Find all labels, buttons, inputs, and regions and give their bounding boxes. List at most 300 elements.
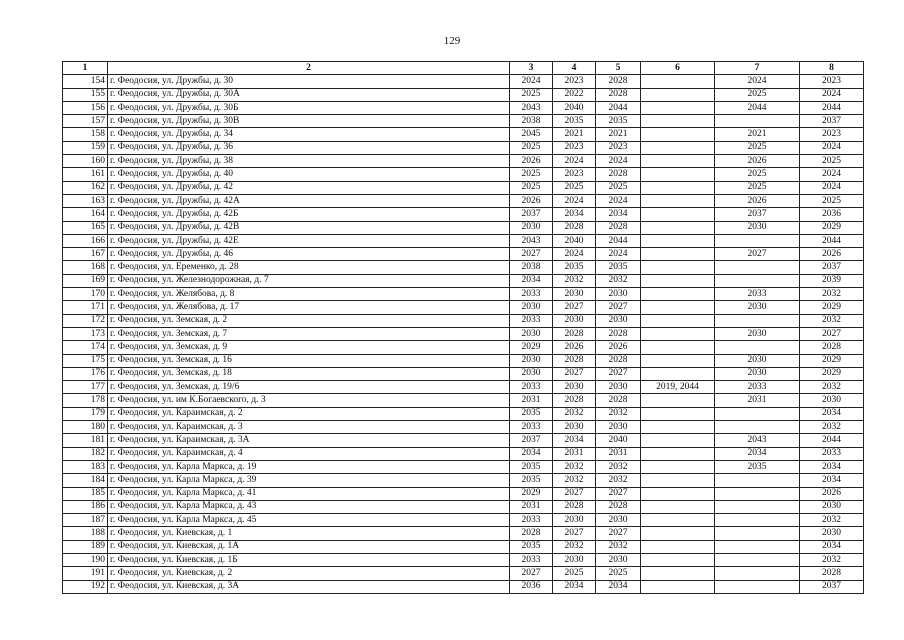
year-cell: 2028 [596, 221, 641, 234]
year-cell: 2026 [715, 194, 800, 207]
year-cell: 2030 [715, 221, 800, 234]
year-cell [641, 221, 715, 234]
year-cell [641, 540, 715, 553]
year-cell [715, 514, 800, 527]
year-cell: 2030 [510, 327, 553, 340]
year-cell [641, 367, 715, 380]
year-cell [641, 248, 715, 261]
year-cell: 2029 [800, 354, 864, 367]
year-cell: 2025 [510, 141, 553, 154]
address-cell: г. Феодосия, ул. Карла Маркса, д. 43 [108, 500, 510, 513]
year-cell: 2032 [553, 274, 596, 287]
address-cell: г. Феодосия, ул. Земская, д. 9 [108, 341, 510, 354]
row-number-cell: 163 [63, 194, 108, 207]
table-row [63, 168, 864, 181]
address-cell: г. Феодосия, ул. Дружбы, д. 34 [108, 128, 510, 141]
row-number-cell: 178 [63, 394, 108, 407]
year-cell [641, 407, 715, 420]
table-row [63, 394, 864, 407]
year-cell: 2026 [596, 341, 641, 354]
year-cell: 2030 [553, 288, 596, 301]
year-cell: 2034 [553, 208, 596, 221]
table-row [63, 194, 864, 207]
year-cell [641, 327, 715, 340]
table-row [63, 447, 864, 460]
row-number-cell: 180 [63, 421, 108, 434]
column-header: 4 [553, 62, 596, 75]
table-row [63, 381, 864, 394]
address-cell: г. Феодосия, ул. Дружбы, д. 38 [108, 155, 510, 168]
year-cell: 2032 [800, 381, 864, 394]
year-cell: 2021 [553, 128, 596, 141]
address-cell: г. Феодосия, ул. Железнодорожная, д. 7 [108, 274, 510, 287]
year-cell: 2029 [800, 367, 864, 380]
address-cell: г. Феодосия, ул. Земская, д. 7 [108, 327, 510, 340]
year-cell: 2024 [715, 75, 800, 88]
year-cell: 2024 [553, 194, 596, 207]
year-cell: 2030 [715, 301, 800, 314]
year-cell: 2035 [553, 115, 596, 128]
year-cell: 2043 [510, 101, 553, 114]
row-number-cell: 168 [63, 261, 108, 274]
year-cell: 2030 [553, 421, 596, 434]
year-cell: 2030 [596, 288, 641, 301]
year-cell: 2035 [510, 407, 553, 420]
table-row [63, 181, 864, 194]
year-cell: 2038 [510, 261, 553, 274]
year-cell: 2027 [596, 367, 641, 380]
year-cell: 2028 [800, 567, 864, 580]
year-cell: 2029 [510, 487, 553, 500]
column-header: 1 [63, 62, 108, 75]
row-number-cell: 161 [63, 168, 108, 181]
address-cell: г. Феодосия, ул. Дружбы, д. 42Е [108, 234, 510, 247]
year-cell: 2030 [715, 367, 800, 380]
year-cell: 2028 [553, 221, 596, 234]
year-cell: 2030 [596, 381, 641, 394]
address-cell: г. Феодосия, ул. Дружбы, д. 42А [108, 194, 510, 207]
year-cell [641, 181, 715, 194]
year-cell: 2026 [510, 155, 553, 168]
year-cell: 2032 [800, 553, 864, 566]
year-cell: 2030 [800, 500, 864, 513]
year-cell: 2028 [800, 341, 864, 354]
year-cell [715, 580, 800, 593]
address-cell: г. Феодосия, ул. Дружбы, д. 30А [108, 88, 510, 101]
column-header: 3 [510, 62, 553, 75]
year-cell: 2025 [715, 168, 800, 181]
year-cell: 2032 [596, 407, 641, 420]
year-cell: 2025 [596, 181, 641, 194]
address-cell: г. Феодосия, ул. Дружбы, д. 30В [108, 115, 510, 128]
table-row [63, 75, 864, 88]
address-cell: г. Феодосия, ул. Киевская, д. 2 [108, 567, 510, 580]
year-cell: 2025 [800, 194, 864, 207]
table-row [63, 128, 864, 141]
year-cell: 2028 [553, 394, 596, 407]
table-row [63, 115, 864, 128]
year-cell: 2030 [800, 527, 864, 540]
address-cell: г. Феодосия, ул. Дружбы, д. 42 [108, 181, 510, 194]
year-cell: 2027 [553, 527, 596, 540]
year-cell: 2035 [553, 261, 596, 274]
year-cell [641, 88, 715, 101]
table-row [63, 580, 864, 593]
year-cell [641, 208, 715, 221]
year-cell: 2032 [596, 460, 641, 473]
table-row [63, 221, 864, 234]
year-cell: 2035 [596, 261, 641, 274]
table-row [63, 434, 864, 447]
row-number-cell: 177 [63, 381, 108, 394]
year-cell: 2024 [596, 194, 641, 207]
year-cell: 2027 [596, 487, 641, 500]
year-cell: 2019, 2044 [641, 381, 715, 394]
row-number-cell: 169 [63, 274, 108, 287]
year-cell: 2035 [510, 540, 553, 553]
year-cell: 2031 [553, 447, 596, 460]
year-cell: 2032 [800, 421, 864, 434]
year-cell [715, 261, 800, 274]
row-number-cell: 183 [63, 460, 108, 473]
row-number-cell: 174 [63, 341, 108, 354]
year-cell: 2024 [596, 248, 641, 261]
column-header: 8 [800, 62, 864, 75]
row-number-cell: 186 [63, 500, 108, 513]
address-cell: г. Феодосия, ул. Земская, д. 19/6 [108, 381, 510, 394]
year-cell: 2044 [800, 434, 864, 447]
year-cell [641, 261, 715, 274]
table-row [63, 248, 864, 261]
year-cell: 2027 [510, 248, 553, 261]
year-cell: 2038 [510, 115, 553, 128]
year-cell [641, 341, 715, 354]
year-cell: 2035 [510, 474, 553, 487]
year-cell: 2031 [715, 394, 800, 407]
year-cell [715, 274, 800, 287]
year-cell [641, 155, 715, 168]
address-cell: г. Феодосия, ул. Караимская, д. 4 [108, 447, 510, 460]
year-cell: 2044 [596, 101, 641, 114]
year-cell: 2030 [510, 221, 553, 234]
row-number-cell: 157 [63, 115, 108, 128]
year-cell: 2035 [510, 460, 553, 473]
year-cell: 2028 [510, 527, 553, 540]
row-number-cell: 155 [63, 88, 108, 101]
year-cell: 2028 [596, 75, 641, 88]
year-cell: 2034 [596, 580, 641, 593]
year-cell [715, 540, 800, 553]
row-number-cell: 176 [63, 367, 108, 380]
year-cell [641, 274, 715, 287]
address-cell: г. Феодосия, ул. Дружбы, д. 46 [108, 248, 510, 261]
year-cell: 2025 [510, 181, 553, 194]
year-cell: 2044 [800, 234, 864, 247]
table-row [63, 341, 864, 354]
table-row [63, 540, 864, 553]
year-cell: 2030 [800, 394, 864, 407]
year-cell: 2030 [553, 314, 596, 327]
year-cell [715, 500, 800, 513]
year-cell: 2023 [553, 168, 596, 181]
year-cell [641, 141, 715, 154]
year-cell: 2025 [715, 181, 800, 194]
year-cell: 2028 [553, 327, 596, 340]
table-row [63, 88, 864, 101]
year-cell: 2030 [596, 514, 641, 527]
year-cell [641, 567, 715, 580]
row-number-cell: 167 [63, 248, 108, 261]
year-cell: 2045 [510, 128, 553, 141]
year-cell [715, 407, 800, 420]
year-cell [641, 234, 715, 247]
year-cell: 2033 [510, 314, 553, 327]
year-cell [641, 553, 715, 566]
year-cell: 2025 [510, 168, 553, 181]
data-table [62, 61, 864, 594]
address-cell: г. Феодосия, ул. Еременко, д. 28 [108, 261, 510, 274]
row-number-cell: 156 [63, 101, 108, 114]
address-cell: г. Феодосия, ул. Дружбы, д. 42Б [108, 208, 510, 221]
year-cell: 2039 [800, 274, 864, 287]
year-cell: 2025 [553, 567, 596, 580]
table-row [63, 208, 864, 221]
year-cell: 2035 [596, 115, 641, 128]
year-cell: 2034 [800, 460, 864, 473]
year-cell: 2032 [800, 314, 864, 327]
address-cell: г. Феодосия, ул. Земская, д. 2 [108, 314, 510, 327]
year-cell [715, 314, 800, 327]
address-cell: г. Феодосия, ул. Дружбы, д. 42В [108, 221, 510, 234]
year-cell: 2033 [510, 514, 553, 527]
row-number-cell: 159 [63, 141, 108, 154]
year-cell: 2026 [510, 194, 553, 207]
year-cell: 2037 [510, 208, 553, 221]
table-row [63, 474, 864, 487]
column-header: 6 [641, 62, 715, 75]
row-number-cell: 182 [63, 447, 108, 460]
year-cell: 2026 [715, 155, 800, 168]
row-number-cell: 190 [63, 553, 108, 566]
row-number-cell: 185 [63, 487, 108, 500]
address-cell: г. Феодосия, ул. Караимская, д. 3А [108, 434, 510, 447]
year-cell: 2036 [510, 580, 553, 593]
year-cell: 2029 [510, 341, 553, 354]
year-cell: 2027 [553, 487, 596, 500]
table-row [63, 234, 864, 247]
year-cell: 2026 [553, 341, 596, 354]
row-number-cell: 188 [63, 527, 108, 540]
address-cell: г. Феодосия, ул. Дружбы, д. 30Б [108, 101, 510, 114]
year-cell [641, 514, 715, 527]
year-cell: 2034 [510, 447, 553, 460]
year-cell: 2026 [800, 248, 864, 261]
year-cell [641, 115, 715, 128]
year-cell: 2028 [596, 168, 641, 181]
year-cell [641, 194, 715, 207]
year-cell: 2027 [510, 567, 553, 580]
table-row [63, 487, 864, 500]
year-cell: 2033 [510, 421, 553, 434]
year-cell [715, 474, 800, 487]
year-cell [641, 487, 715, 500]
year-cell: 2032 [800, 288, 864, 301]
row-number-cell: 181 [63, 434, 108, 447]
column-header: 7 [715, 62, 800, 75]
year-cell [641, 474, 715, 487]
year-cell [715, 487, 800, 500]
table-row [63, 314, 864, 327]
year-cell: 2034 [553, 434, 596, 447]
year-cell: 2022 [553, 88, 596, 101]
page-number: 129 [443, 35, 461, 47]
year-cell: 2032 [800, 514, 864, 527]
year-cell: 2025 [715, 88, 800, 101]
table-row [63, 527, 864, 540]
table-row [63, 567, 864, 580]
year-cell: 2044 [800, 101, 864, 114]
table-row [63, 141, 864, 154]
row-number-cell: 192 [63, 580, 108, 593]
year-cell: 2024 [553, 248, 596, 261]
year-cell: 2027 [800, 327, 864, 340]
year-cell: 2021 [596, 128, 641, 141]
year-cell: 2037 [800, 580, 864, 593]
address-cell: г. Феодосия, ул. Желябова, д. 17 [108, 301, 510, 314]
year-cell: 2027 [715, 248, 800, 261]
table-row [63, 460, 864, 473]
year-cell: 2030 [553, 514, 596, 527]
address-cell: г. Феодосия, ул. Карла Маркса, д. 19 [108, 460, 510, 473]
year-cell: 2027 [596, 527, 641, 540]
row-number-cell: 189 [63, 540, 108, 553]
year-cell: 2023 [596, 141, 641, 154]
year-cell: 2023 [553, 141, 596, 154]
table-row [63, 354, 864, 367]
year-cell [641, 421, 715, 434]
year-cell: 2023 [553, 75, 596, 88]
year-cell: 2033 [510, 553, 553, 566]
year-cell: 2040 [553, 234, 596, 247]
year-cell [715, 341, 800, 354]
address-cell: г. Феодосия, ул. Дружбы, д. 30 [108, 75, 510, 88]
row-number-cell: 175 [63, 354, 108, 367]
year-cell: 2030 [596, 421, 641, 434]
year-cell: 2037 [800, 261, 864, 274]
year-cell: 2034 [715, 447, 800, 460]
year-cell: 2034 [596, 208, 641, 221]
table-row [63, 407, 864, 420]
year-cell: 2029 [800, 301, 864, 314]
table-row [63, 327, 864, 340]
address-cell: г. Феодосия, ул. Карла Маркса, д. 39 [108, 474, 510, 487]
year-cell: 2032 [553, 540, 596, 553]
year-cell: 2025 [553, 181, 596, 194]
year-cell: 2032 [596, 274, 641, 287]
year-cell: 2030 [510, 367, 553, 380]
year-cell [715, 234, 800, 247]
year-cell: 2024 [800, 141, 864, 154]
address-cell: г. Феодосия, ул. им К.Богаевского, д. 3 [108, 394, 510, 407]
year-cell: 2031 [510, 500, 553, 513]
year-cell: 2025 [510, 88, 553, 101]
year-cell [641, 580, 715, 593]
table-row [63, 155, 864, 168]
year-cell: 2027 [596, 301, 641, 314]
year-cell: 2030 [553, 381, 596, 394]
year-cell [641, 460, 715, 473]
row-number-cell: 191 [63, 567, 108, 580]
table-body [63, 75, 864, 594]
year-cell [641, 354, 715, 367]
year-cell [641, 288, 715, 301]
address-cell: г. Феодосия, ул. Карла Маркса, д. 41 [108, 487, 510, 500]
year-cell: 2032 [553, 460, 596, 473]
year-cell: 2024 [800, 168, 864, 181]
table-row [63, 553, 864, 566]
table-row [63, 288, 864, 301]
year-cell: 2037 [800, 115, 864, 128]
row-number-cell: 179 [63, 407, 108, 420]
row-number-cell: 184 [63, 474, 108, 487]
year-cell: 2031 [510, 394, 553, 407]
year-cell [715, 567, 800, 580]
year-cell [715, 553, 800, 566]
year-cell: 2024 [800, 181, 864, 194]
year-cell: 2034 [800, 474, 864, 487]
year-cell [641, 447, 715, 460]
table-row [63, 421, 864, 434]
year-cell [641, 500, 715, 513]
row-number-cell: 170 [63, 288, 108, 301]
year-cell: 2037 [715, 208, 800, 221]
year-cell: 2030 [715, 354, 800, 367]
year-cell: 2043 [715, 434, 800, 447]
year-cell: 2044 [596, 234, 641, 247]
year-cell: 2024 [800, 88, 864, 101]
address-cell: г. Феодосия, ул. Карла Маркса, д. 45 [108, 514, 510, 527]
year-cell [641, 434, 715, 447]
address-cell: г. Феодосия, ул. Земская, д. 18 [108, 367, 510, 380]
year-cell: 2033 [715, 381, 800, 394]
year-cell: 2025 [715, 141, 800, 154]
year-cell: 2024 [553, 155, 596, 168]
year-cell: 2030 [510, 301, 553, 314]
year-cell [641, 527, 715, 540]
year-cell: 2028 [596, 88, 641, 101]
year-cell: 2034 [553, 580, 596, 593]
address-cell: г. Феодосия, ул. Киевская, д. 1 [108, 527, 510, 540]
address-cell: г. Феодосия, ул. Караимская, д. 2 [108, 407, 510, 420]
year-cell: 2030 [553, 553, 596, 566]
year-cell: 2034 [800, 407, 864, 420]
column-header: 2 [108, 62, 510, 75]
header-row [63, 62, 864, 75]
year-cell: 2028 [553, 354, 596, 367]
year-cell [641, 301, 715, 314]
row-number-cell: 166 [63, 234, 108, 247]
year-cell: 2035 [715, 460, 800, 473]
address-cell: г. Феодосия, ул. Желябова, д. 8 [108, 288, 510, 301]
year-cell: 2027 [553, 301, 596, 314]
year-cell: 2032 [553, 474, 596, 487]
address-cell: г. Феодосия, ул. Дружбы, д. 40 [108, 168, 510, 181]
year-cell: 2028 [596, 500, 641, 513]
year-cell: 2036 [800, 208, 864, 221]
year-cell [641, 75, 715, 88]
year-cell [641, 394, 715, 407]
year-cell [715, 115, 800, 128]
